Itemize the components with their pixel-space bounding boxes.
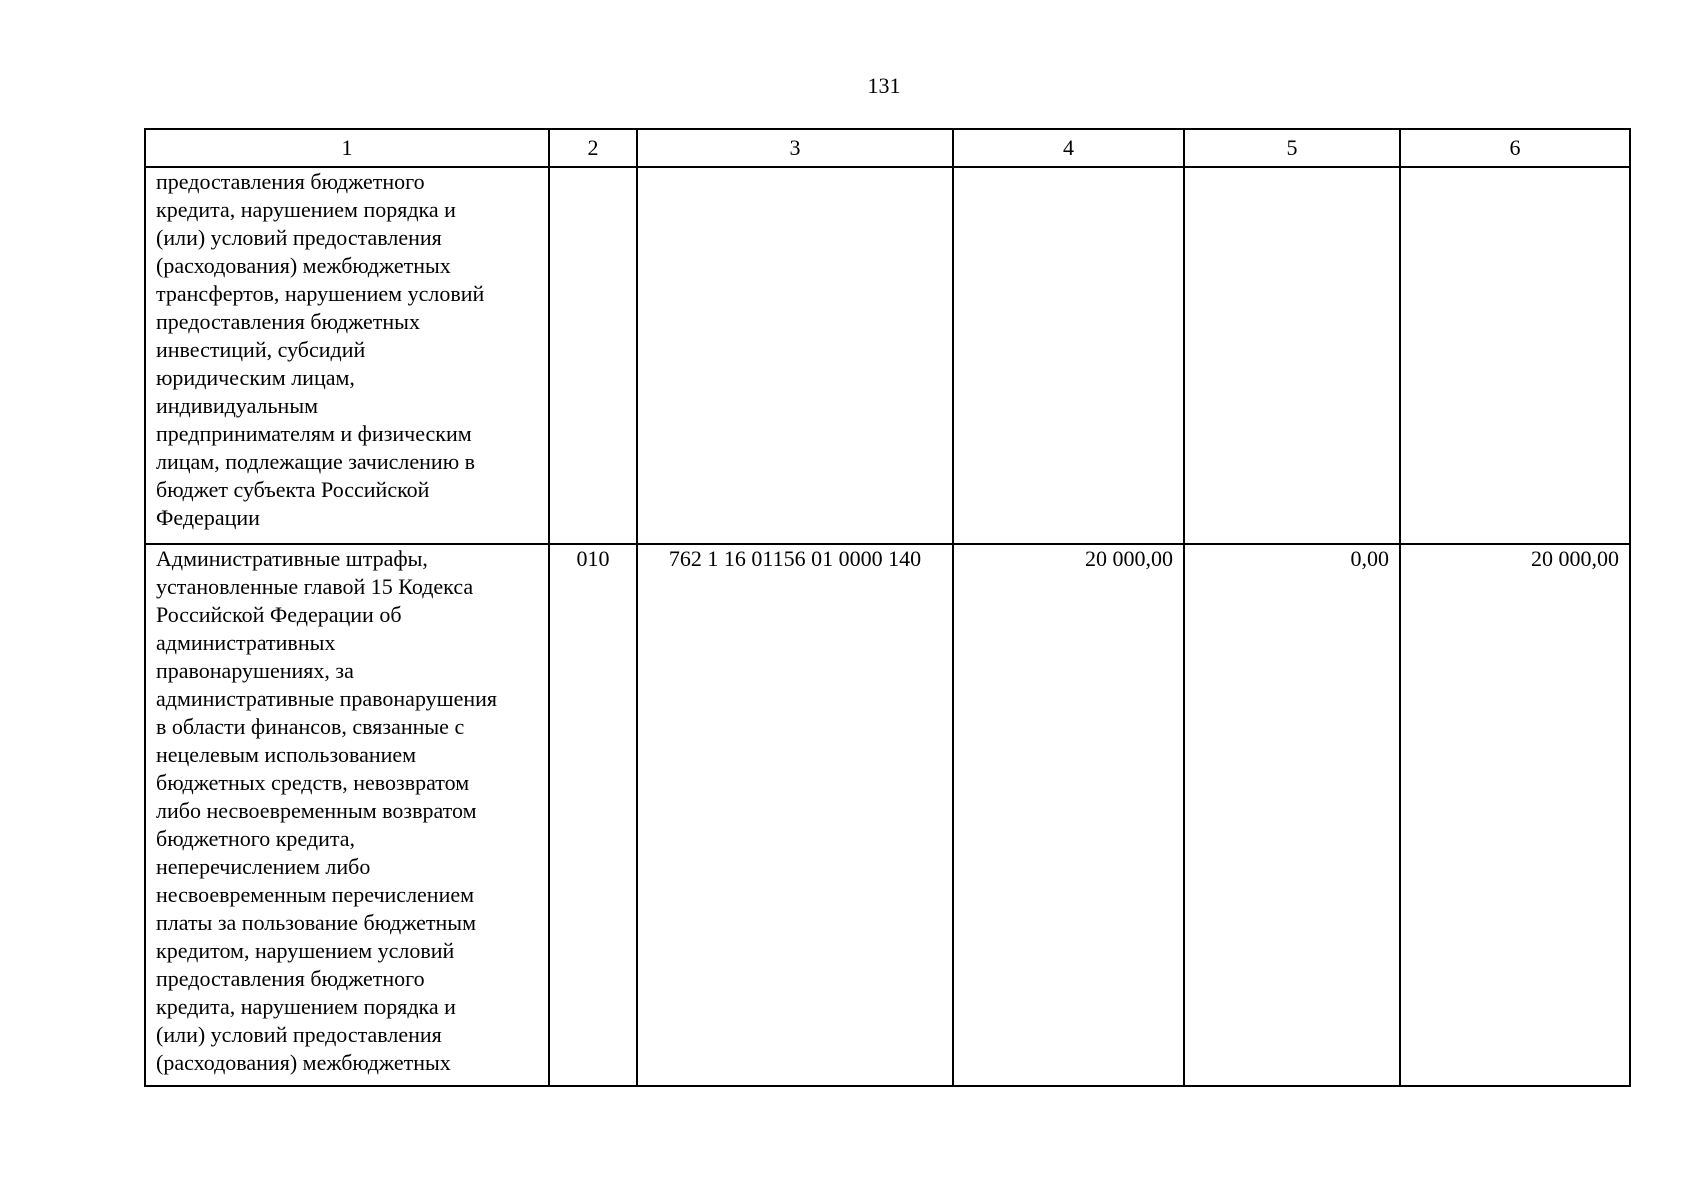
amount-col5-cell: 0,00: [1184, 544, 1400, 1086]
table-row: [145, 167, 1630, 544]
column-header-6: 6: [1400, 129, 1630, 167]
row-name-cell: Административные штрафы, установленные главой 15 Кодекса Российской Федерации об административных правонарушениях, за административные правонарушения в области финансов, связанные с нецелевым использованием бюджетных средств, невозвратом либо несвоевременным возвратом бюджетного кредита, неперечислением либо несвоевременным перечислением платы за пользование бюджетным кредитом, нарушением условий предоставления бюджетного кредита, нарушением порядка и (или) условий предоставления (расходования) межбюджетных: [145, 544, 549, 1086]
amount-col6-cell: 20 000,00: [1400, 544, 1630, 1086]
column-header-3: 3: [637, 129, 953, 167]
line-code-cell: [549, 167, 637, 544]
page-number: 131: [867, 73, 901, 98]
column-header-2: 2: [549, 129, 637, 167]
table-row: [145, 544, 1630, 1086]
column-header-4: 4: [953, 129, 1184, 167]
amount-col5-cell: [1184, 167, 1400, 544]
income-code-cell: 762 1 16 01156 01 0000 140: [637, 544, 953, 1086]
column-header-1: 1: [145, 129, 549, 167]
table-header-row: [145, 129, 1630, 167]
column-header-5: 5: [1184, 129, 1400, 167]
income-code-cell: [637, 167, 953, 544]
row-name-cell: предоставления бюджетного кредита, нарушением порядка и (или) условий предоставления (расходования) межбюджетных трансфертов, нарушением условий предоставления бюджетных инвестиций, субсидий юридическим лицам, индивидуальным предпринимателям и физическим лицам, подлежащие зачислению в бюджет субъекта Российской Федерации: [145, 167, 549, 544]
amount-col4-cell: 20 000,00: [953, 544, 1184, 1086]
amount-col4-cell: [953, 167, 1184, 544]
line-code-cell: 010: [549, 544, 637, 1086]
data-table: [144, 128, 1631, 1087]
amount-col6-cell: [1400, 167, 1630, 544]
